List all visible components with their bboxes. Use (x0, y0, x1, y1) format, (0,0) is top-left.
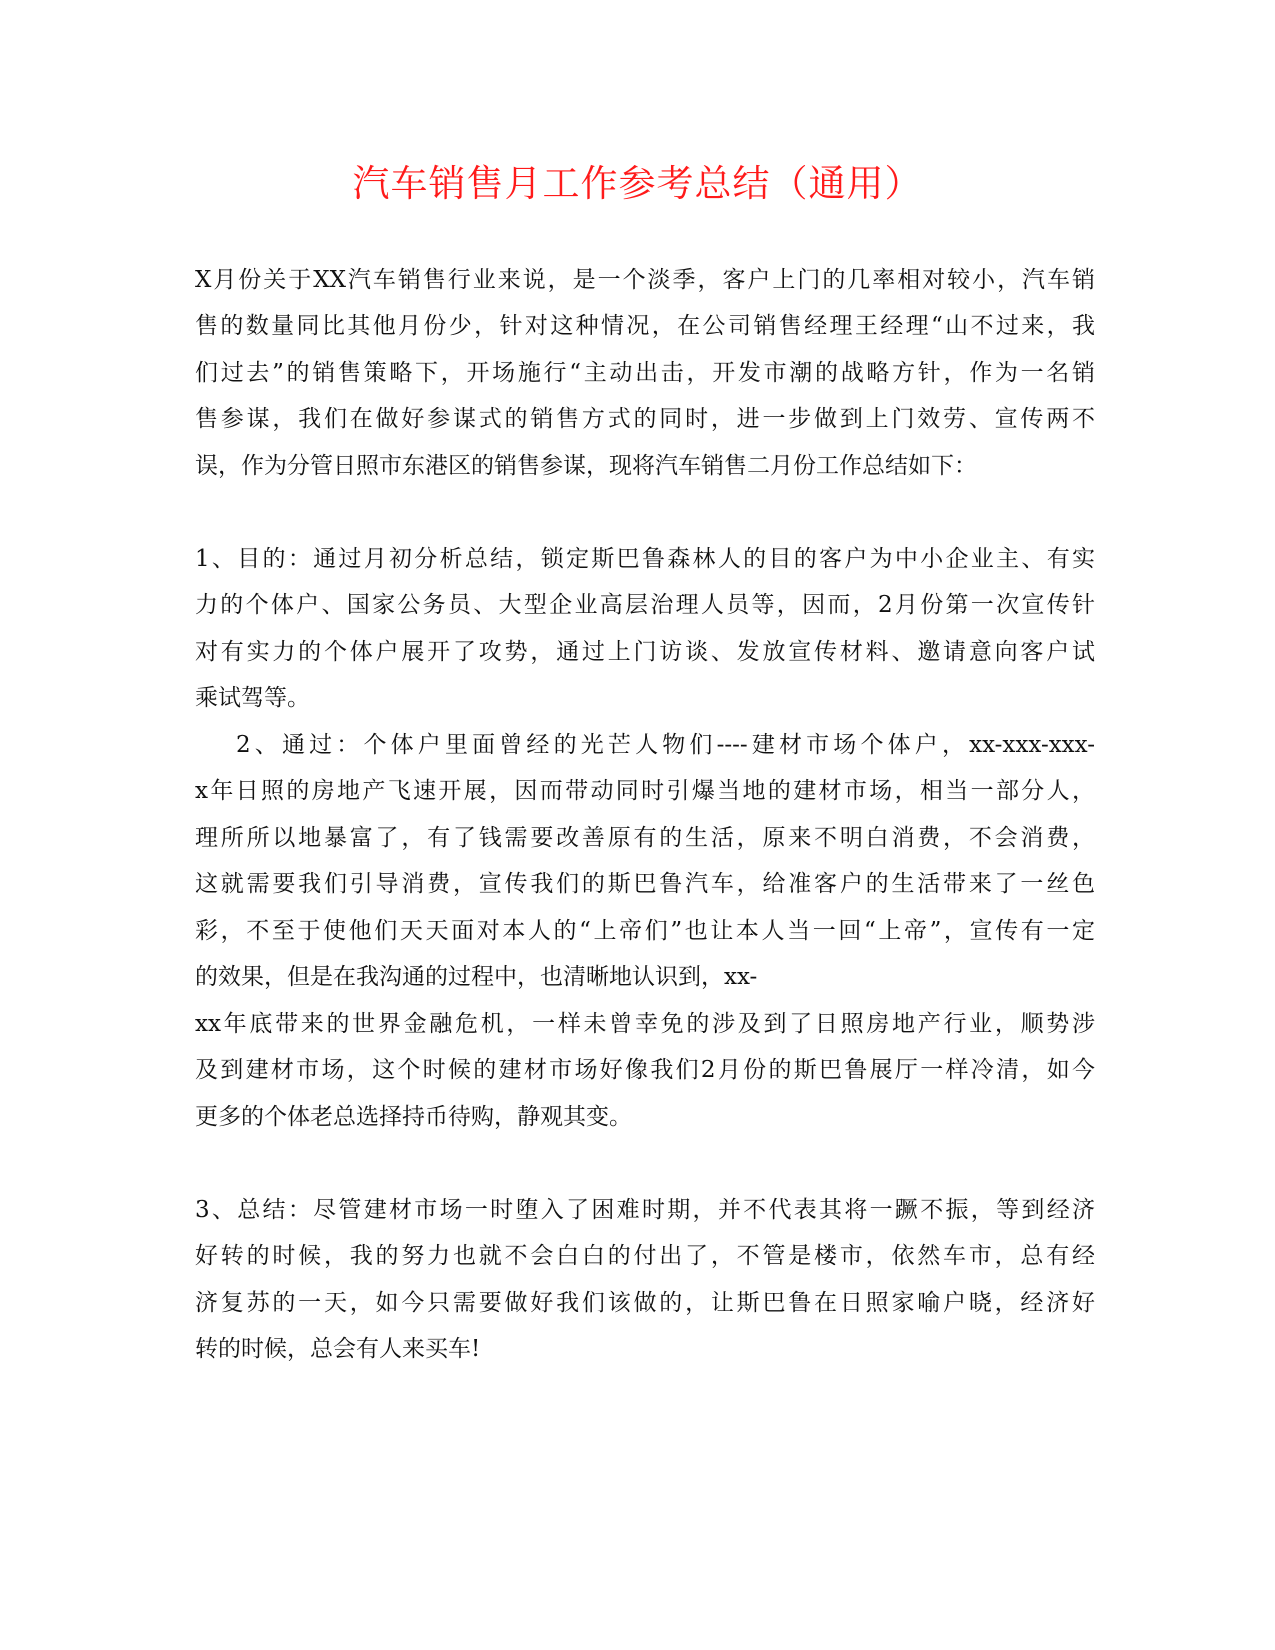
paragraph-4-line-1: 3、总结：尽管建材市场一时堕入了困难时期，并不代表其将一蹶不振，等到经济 (195, 1197, 1095, 1223)
paragraph-4-line-4: 转的时候，总会有人来买车! (195, 1336, 481, 1362)
paragraph-1-line-1: X月份关于XX汽车销售行业来说，是一个淡季，客户上门的几率相对较小，汽车销 (195, 267, 1095, 293)
paragraph-3-line-1: 2、通过：个体户里面曾经的光芒人物们----建材市场个体户，xx-xxx-xxx- (236, 732, 1095, 758)
paragraph-2-line-4: 乘试驾等。 (195, 685, 310, 711)
paragraph-1-line-5: 误，作为分管日照市东港区的销售参谋，现将汽车销售二月份工作总结如下： (195, 453, 977, 479)
paragraph-2-line-1: 1、目的：通过月初分析总结，锁定斯巴鲁森林人的目的客户为中小企业主、有实 (195, 546, 1095, 572)
paragraph-1-line-3: 们过去”的销售策略下，开场施行“主动出击，开发市潮的战略方针，作为一名销 (195, 360, 1095, 386)
paragraph-1-line-4: 售参谋，我们在做好参谋式的销售方式的同时，进一步做到上门效劳、宣传两不 (195, 406, 1095, 432)
document-title: 汽车销售月工作参考总结（通用） (352, 162, 923, 205)
paragraph-2-line-2: 力的个体户、国家公务员、大型企业高层治理人员等，因而，2月份第一次宣传针 (195, 592, 1095, 618)
paragraph-2-line-3: 对有实力的个体户展开了攻势，通过上门访谈、发放宣传材料、邀请意向客户试 (195, 639, 1095, 665)
paragraph-1-line-2: 售的数量同比其他月份少，针对这种情况，在公司销售经理王经理“山不过来，我 (195, 313, 1095, 339)
paragraph-3-line-8: 及到建材市场，这个时候的建材市场好像我们2月份的斯巴鲁展厅一样冷清，如今 (195, 1057, 1095, 1083)
paragraph-3-line-7: xx年底带来的世界金融危机，一样未曾幸免的涉及到了日照房地产行业，顺势涉 (195, 1011, 1095, 1037)
paragraph-3-line-2: x年日照的房地产飞速开展，因而带动同时引爆当地的建材市场，相当一部分人， (195, 778, 1095, 804)
paragraph-4-line-3: 济复苏的一天，如今只需要做好我们该做的，让斯巴鲁在日照家喻户晓，经济好 (195, 1290, 1095, 1316)
paragraph-3-line-3: 理所所以地暴富了，有了钱需要改善原有的生活，原来不明白消费，不会消费， (195, 825, 1095, 851)
paragraph-3-line-6: 的效果，但是在我沟通的过程中，也清晰地认识到，xx- (195, 964, 758, 990)
paragraph-3-line-9: 更多的个体老总选择持币待购，静观其变。 (195, 1104, 632, 1130)
paragraph-3-line-4: 这就需要我们引导消费，宣传我们的斯巴鲁汽车，给准客户的生活带来了一丝色 (195, 871, 1095, 897)
paragraph-3-line-5: 彩，不至于使他们天天面对本人的“上帝们”也让本人当一回“上帝”，宣传有一定 (195, 918, 1095, 944)
paragraph-4-line-2: 好转的时候，我的努力也就不会白白的付出了，不管是楼市，依然车市，总有经 (195, 1243, 1095, 1269)
